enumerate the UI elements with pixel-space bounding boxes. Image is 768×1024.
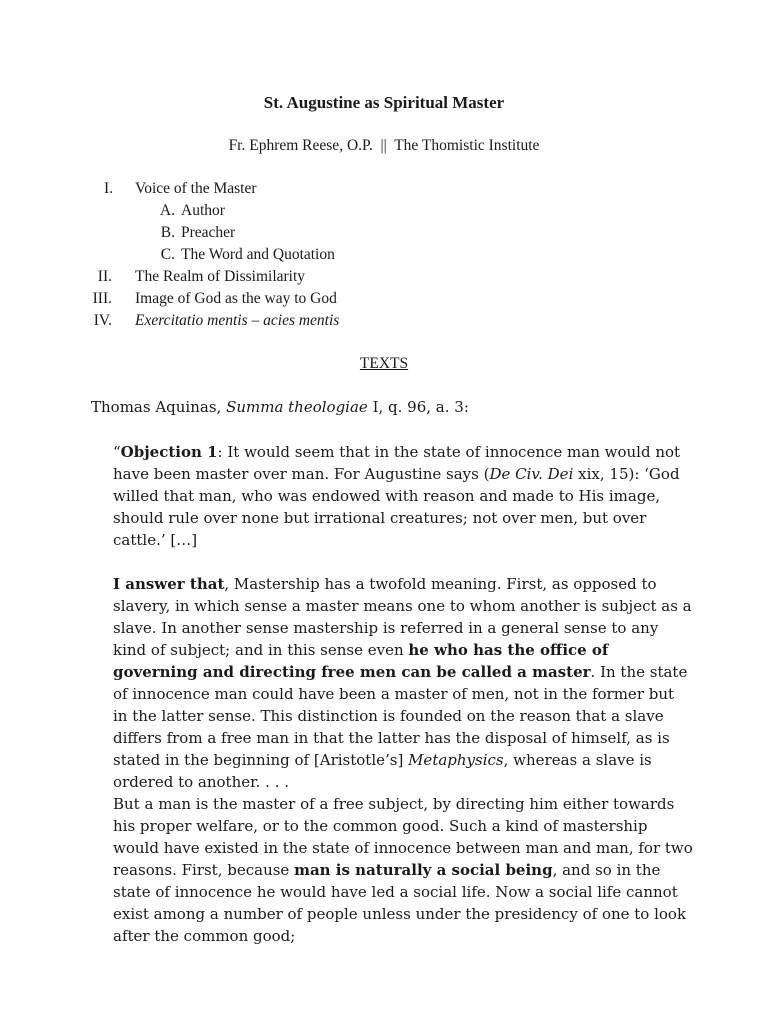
quote-paragraph-answer [113,573,693,793]
open-quote: “ [113,443,121,461]
outline-number: III. [92,290,112,307]
outline-number: C. [160,246,175,263]
objection-label: Objection 1 [120,443,218,461]
paragraph-text: xix, 15): ‘God willed that man, who was endowed with reason and made to His image, should rule over none but irrational creatures; not over men, but over cattle.’ […] [113,465,680,549]
document-title: St. Augustine as Spiritual Master [263,93,505,112]
outline-number: B. [160,224,175,241]
emphasis-text: man is naturally a social being [294,861,553,879]
outline-label: Preacher [181,224,236,241]
outline-number: IV. [93,312,112,329]
citation-work: Summa theologiae [226,398,368,416]
outline-label: The Word and Quotation [181,246,335,263]
emphasis-text: he who has the office of governing and directing free men can be called a master [113,641,609,681]
paragraph-text: But a man is the master of a free subject, by directing him either towards his proper welfare, or to the common good. Such a kind of mastership would have existed in the state of innocence between man and man, for two reasons. First, because [113,795,693,879]
outline-number: I. [103,180,113,197]
paragraph-text: : It would seem that in the state of innocence man would not have been master over man. For Augustine says ( [113,443,681,483]
paragraph-text: , whereas a slave is ordered to another. . . . [113,751,652,791]
work-title: Metaphysics [408,751,504,769]
work-title: De Civ. Dei [489,465,574,483]
outline-label: Voice of the Master [135,180,257,197]
author-byline: Fr. Ephrem Reese, O.P. || The Thomistic Institute [228,137,540,154]
outline-number: II. [97,268,112,285]
outline-number: A. [159,202,175,219]
quote-paragraph-objection [113,441,693,551]
texts-heading: TEXTS [359,355,409,372]
outline-label: Exercitatio mentis – acies mentis [135,312,340,329]
paragraph-text: . In the state of innocence man could have been a master of men, not in the former but in the latter sense. This distinction is founded on the reason that a slave differs from a free man in that the latter has the disposal of himself, as is stated in the beginning of [Aristotle’s] [113,663,688,769]
citation [91,398,469,416]
answer-label: I answer that [113,575,225,593]
outline-label: The Realm of Dissimilarity [135,268,306,285]
outline-label: Author [181,202,225,219]
citation-ref: I, q. 96, a. 3: [367,398,469,416]
quote-paragraph-mastership [113,793,693,947]
paragraph-text: , Mastership has a twofold meaning. First, as opposed to slavery, in which sense a master means one to whom another is subject as a slave. In another sense mastership is referred in a general sense to any kind of subject; and in this sense even [113,575,692,659]
citation-author: Thomas Aquinas, [91,398,227,416]
outline-label: Image of God as the way to God [135,290,337,307]
paragraph-text: , and so in the state of innocence he would have led a social life. Now a social life cannot exist among a number of people unless under the presidency of one to look after the common good; [113,861,687,945]
